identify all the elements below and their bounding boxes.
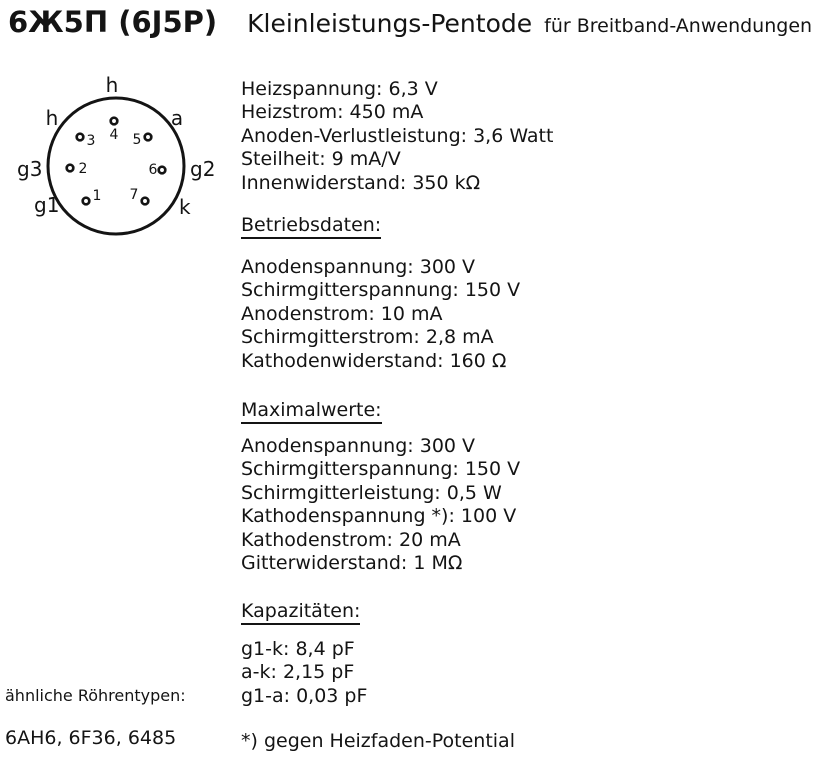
spec-line-capacitance-g1a: g1-a: 0,03 pF xyxy=(241,684,368,707)
spec-line-max-anodenspannung: Anodenspannung: 300 V xyxy=(241,435,476,457)
tube-type-title: Kleinleistungs-Pentode xyxy=(247,9,533,38)
pin-4-number: 4 xyxy=(109,127,119,143)
pin-3-circle xyxy=(77,134,84,141)
spec-line-verlustleistung: Anoden-Verlustleistung: 3,6 Watt xyxy=(241,124,554,147)
pin-7-circle xyxy=(142,198,149,205)
section-heading-maximalwerte-wrap xyxy=(241,399,382,424)
pin-3-number: 3 xyxy=(86,133,96,149)
tube-application-note: für Breitband-Anwendungen xyxy=(544,15,813,37)
spec-line-capacitance-g1k: g1-k: 8,4 pF xyxy=(241,638,355,660)
spec-line-max-gitterwiderstand: Gitterwiderstand: 1 MΩ xyxy=(241,552,463,575)
pin-5-circle xyxy=(145,134,152,141)
pin-label-cathode: k xyxy=(179,195,191,219)
spec-line-anodenspannung: Anodenspannung: 300 V xyxy=(241,256,476,278)
footnote: *) gegen Heizfaden-Potential xyxy=(241,730,515,752)
pin-label-anode: a xyxy=(170,106,184,130)
tube-designation: 6Ж5П (6J5P) xyxy=(8,5,218,39)
pin-1 xyxy=(83,188,102,204)
section-heading-betriebsdaten: Betriebsdaten: xyxy=(241,214,381,239)
spec-line-max-kathodenspannung: Kathodenspannung *): 100 V xyxy=(241,505,517,528)
header xyxy=(8,5,812,39)
pin-label-heater-top: h xyxy=(105,73,119,97)
pin-3 xyxy=(77,133,96,149)
pin-1-circle xyxy=(83,198,90,205)
spec-line-kathodenwiderstand: Kathodenwiderstand: 160 Ω xyxy=(241,349,507,372)
general-data-block xyxy=(241,78,553,195)
pin-2-circle xyxy=(67,165,74,172)
spec-line-schirmgitterspannung: Schirmgitterspannung: 150 V xyxy=(241,279,521,302)
pin-label-grid2: g2 xyxy=(190,157,216,181)
pin-2 xyxy=(67,161,88,177)
pin-5-number: 5 xyxy=(132,132,142,148)
spec-line-anodenstrom: Anodenstrom: 10 mA xyxy=(241,302,443,325)
pin-7 xyxy=(130,187,149,204)
spec-line-max-schirmgitterleistung: Schirmgitterleistung: 0,5 W xyxy=(241,481,502,504)
pin-7-number: 7 xyxy=(129,187,139,203)
pin-6 xyxy=(149,162,166,178)
pin-6-number: 6 xyxy=(148,162,158,178)
spec-line-capacitance-ak: a-k: 2,15 pF xyxy=(241,661,355,684)
section-heading-kapazitaeten-wrap xyxy=(241,600,360,625)
pin-label-grid1: g1 xyxy=(34,193,60,217)
pin-5 xyxy=(133,132,152,148)
similar-types-label: ähnliche Röhrentypen: xyxy=(5,686,186,705)
pin-label-heater-left: h xyxy=(45,106,59,130)
section-heading-kapazitaeten: Kapazitäten: xyxy=(241,600,360,625)
spec-line-innenwiderstand: Innenwiderstand: 350 kΩ xyxy=(241,171,481,194)
maximalwerte-block xyxy=(241,435,520,575)
pin-4 xyxy=(110,118,119,143)
pin-6-circle xyxy=(159,167,166,174)
betriebsdaten-block xyxy=(241,256,520,373)
spec-line-max-schirmgitterspannung: Schirmgitterspannung: 150 V xyxy=(241,458,521,481)
pin-2-number: 2 xyxy=(78,161,88,177)
spec-line-heizspannung: Heizspannung: 6,3 V xyxy=(241,78,438,100)
pin-1-number: 1 xyxy=(92,188,102,204)
pin-4-circle xyxy=(111,118,118,125)
pinout-diagram xyxy=(0,60,230,255)
pin-label-grid3: g3 xyxy=(17,157,43,181)
similar-types-value: 6AH6, 6F36, 6485 xyxy=(5,727,177,749)
spec-line-schirmgitterstrom: Schirmgitterstrom: 2,8 mA xyxy=(241,326,494,349)
spec-line-max-kathodenstrom: Kathodenstrom: 20 mA xyxy=(241,528,461,551)
section-heading-maximalwerte: Maximalwerte: xyxy=(241,399,382,424)
spec-line-heizstrom: Heizstrom: 450 mA xyxy=(241,101,424,124)
spec-line-steilheit: Steilheit: 9 mA/V xyxy=(241,148,401,171)
section-heading-betriebsdaten-wrap xyxy=(241,214,381,239)
kapazitaeten-block xyxy=(241,638,367,708)
